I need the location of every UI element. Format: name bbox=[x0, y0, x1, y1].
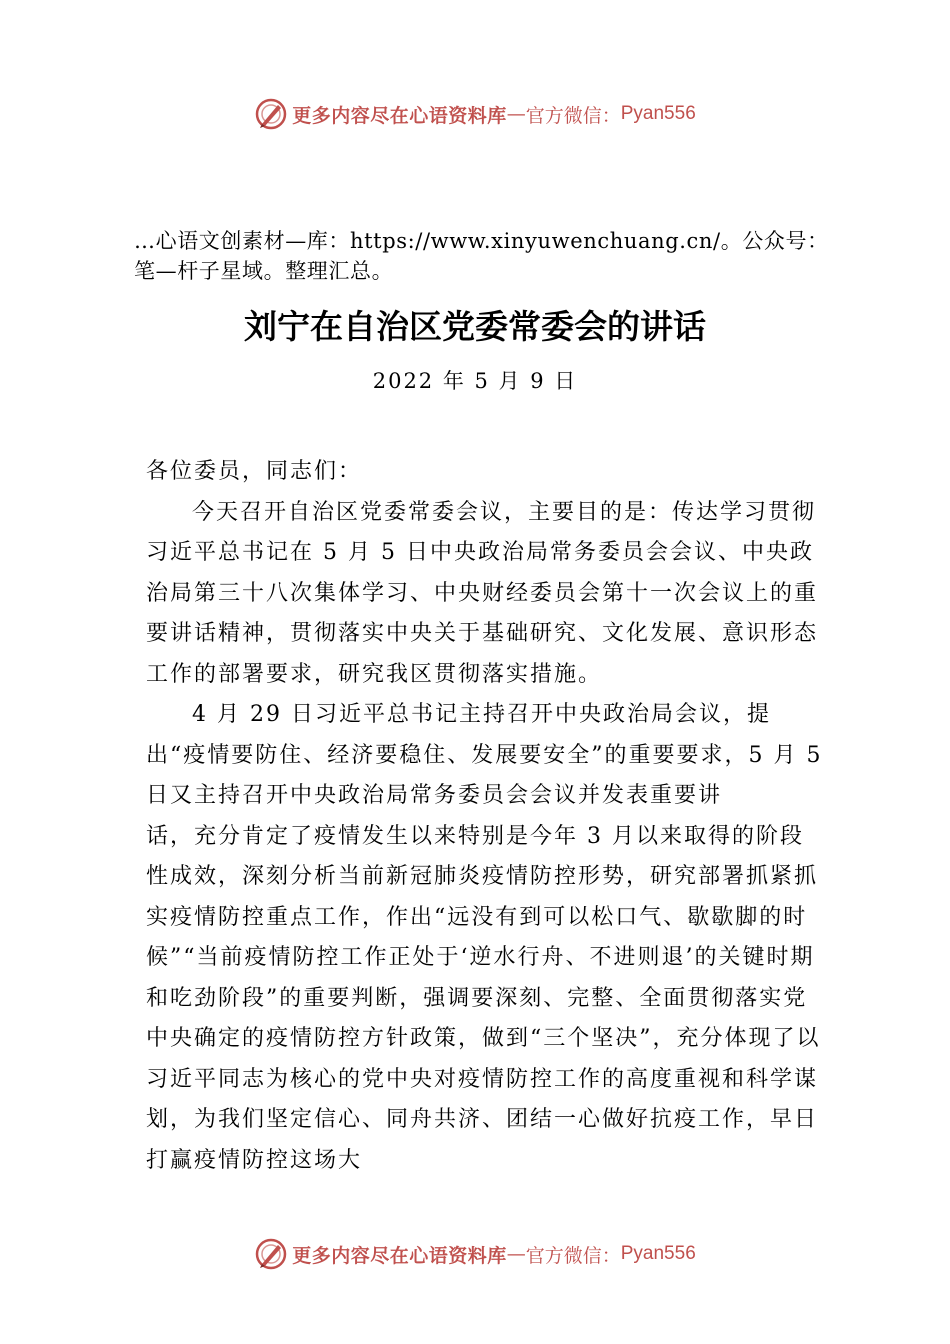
paragraph-3: 话，充分肯定了疫情发生以来特别是今年 3 月以来取得的阶段性成效，深刻分析当前新冠肺炎疫情防控形势，研究部署抓紧抓实疫情防控重点工作，作出“远没有到可以松口气、歇歇脚的时候”“当前疫情防控工作正处于‘逆水行舟、不进则退’的关键时期和吃劲阶段”的重要判断，强调要深刻、完整、全面贯彻落实党中央确定的疫情防控方针政策，做到“三个坚决”，充分体现了以习近平同志为核心的党中央对疫情防控工作的高度重视和科学谋划，为我们坚定信心、同舟共济、团结一心做好抗疫工作，早日打赢疫情防控这场大 bbox=[146, 823, 821, 1173]
document-title: 刘宁在自治区党委常委会的讲话 bbox=[244, 307, 706, 346]
banner-wechat-label: 官方微信： bbox=[525, 104, 621, 127]
paragraph-2: 4 月 29 日习近平总书记主持召开中央政治局会议，提出“疫情要防住、经济要稳住、发展要安全”的重要要求，5 月 5 日又主持召开中央政治局常务委员会会议并发表重要讲 bbox=[146, 702, 823, 808]
banner-dash: — bbox=[506, 1243, 526, 1265]
header-banner bbox=[0, 92, 950, 136]
footer-banner bbox=[0, 1232, 950, 1276]
pen-logo-icon bbox=[254, 97, 288, 131]
document-body bbox=[146, 452, 826, 1181]
banner-wechat-id: Pyan556 bbox=[620, 103, 696, 124]
document-date: 2022 年 5 月 9 日 bbox=[372, 369, 578, 393]
salutation: 各位委员，同志们： bbox=[146, 459, 363, 484]
banner-dash: — bbox=[506, 103, 526, 125]
pen-logo-icon bbox=[254, 1237, 288, 1271]
banner-slogan: 更多内容尽在心语资料库 bbox=[292, 104, 507, 127]
paragraph-1: 今天召开自治区党委常委会议，主要目的是：传达学习贯彻习近平总书记在 5 月 5 日中央政治局常务委员会会议、中央政治局第三十八次集体学习、中央财经委员会第十一次会议上的重要讲话精神，贯彻落实中央关于基础研究、文化发展、意识形态工作的部署要求，研究我区贯彻落实措施。 bbox=[146, 499, 819, 687]
banner-wechat-label: 官方微信： bbox=[525, 1244, 621, 1267]
banner-wechat-id: Pyan556 bbox=[620, 1243, 696, 1264]
source-note: …心语文创素材—库：https://www.xinyuwenchuang.cn/。公众号：笔—杆子星域。整理汇总。 bbox=[134, 229, 829, 283]
banner-slogan: 更多内容尽在心语资料库 bbox=[292, 1244, 507, 1267]
